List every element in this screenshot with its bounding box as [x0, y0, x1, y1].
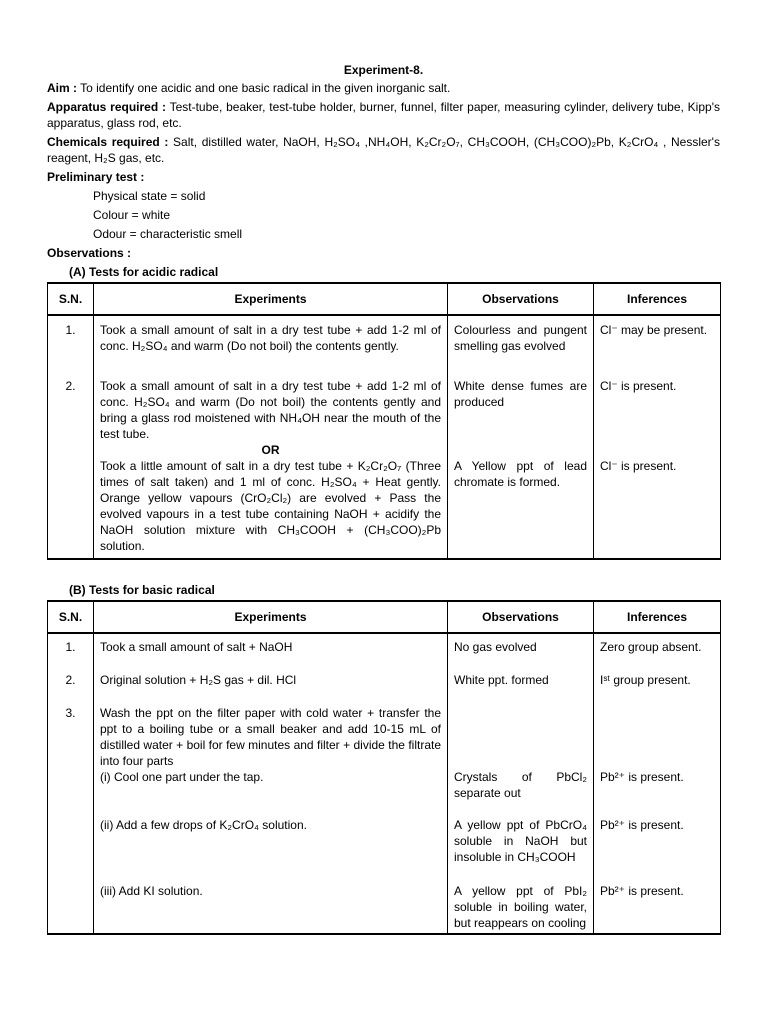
header-inferences: Inferences [594, 283, 721, 315]
row-observation: Colourless and pungent smelling gas evolved [448, 315, 594, 354]
header-sn: S.N. [48, 601, 94, 633]
row-observation: A yellow ppt of PbCrO₄ soluble in NaOH but insoluble in CH₃COOH [448, 801, 594, 865]
row-inference: Iˢᵗ group present. [594, 655, 721, 688]
chemicals-line [47, 134, 720, 166]
aim-label: Aim : [47, 81, 77, 95]
row-experiment: Took a small amount of salt + NaOH [94, 633, 448, 655]
apparatus-label: Apparatus required : [47, 100, 166, 114]
row-observation: No gas evolved [448, 633, 594, 655]
row-inference: Pb²⁺ is present. [594, 801, 721, 865]
row-inference: Cl⁻ is present. [594, 354, 721, 442]
aim-text: To identify one acidic and one basic radical in the given inorganic salt. [80, 81, 451, 95]
preliminary-item: Physical state = solid [93, 189, 206, 203]
row-inference: Pb²⁺ is present. [594, 865, 721, 934]
row-inference: Cl⁻ is present. [594, 458, 721, 559]
header-inferences: Inferences [594, 601, 721, 633]
table-row [48, 769, 721, 801]
row-observation: A yellow ppt of PbI₂ soluble in boiling water, but reappears on cooling [448, 865, 594, 934]
document-page [47, 62, 720, 935]
row-sn: 1. [48, 315, 94, 354]
row-experiment: Original solution + H₂S gas + dil. HCl [94, 655, 448, 688]
table-row [48, 688, 721, 769]
row-experiment: Wash the ppt on the filter paper with cold water + transfer the ppt to a boiling tube or a small beaker and add 10-15 mL of distilled water + boil for few minutes and filter + divide the filtrate into four parts [94, 688, 448, 769]
row-sn: 2. [48, 354, 94, 442]
header-experiments: Experiments [94, 601, 448, 633]
aim-line [47, 80, 720, 96]
header-observations: Observations [448, 283, 594, 315]
preliminary-label: Preliminary test : [47, 170, 145, 184]
row-experiment: Took a small amount of salt in a dry test tube + add 1-2 ml of conc. H₂SO₄ and warm (Do not boil) the contents gently. [94, 315, 448, 354]
row-experiment: (iii) Add KI solution. [94, 865, 448, 934]
observations-label: Observations : [47, 246, 132, 260]
table-row [48, 458, 721, 559]
row-sn: 2. [48, 655, 94, 688]
apparatus-text: Test-tube, beaker, test-tube holder, burner, funnel, filter paper, measuring cylinder, delivery tube, Kipp's apparatus, glass rod, etc. [47, 100, 720, 130]
acidic-radical-table [47, 282, 721, 560]
table-header-row [48, 601, 721, 633]
row-experiment: Took a small amount of salt in a dry test tube + add 1-2 ml of conc. H₂SO₄ and warm (Do not boil) the contents gently and bring a glass rod moistened with NH₄OH near the mouth of the test tube. [94, 354, 448, 442]
chemicals-text: Salt, distilled water, NaOH, H₂SO₄ ,NH₄OH, K₂Cr₂O₇, CH₃COOH, (CH₃COO)₂Pb, K₂CrO₄ , Nessler's reagent, H₂S gas, etc. [47, 135, 720, 165]
table-row [48, 442, 721, 458]
apparatus-line [47, 99, 720, 131]
basic-section-title: (B) Tests for basic radical [69, 583, 215, 597]
row-observation: White dense fumes are produced [448, 354, 594, 442]
table-header-row [48, 283, 721, 315]
row-experiment: (ii) Add a few drops of K₂CrO₄ solution. [94, 801, 448, 865]
table-row [48, 633, 721, 655]
row-inference: Zero group absent. [594, 633, 721, 655]
row-sn: 1. [48, 633, 94, 655]
header-experiments: Experiments [94, 283, 448, 315]
acidic-section-title: (A) Tests for acidic radical [69, 265, 219, 279]
row-observation: Crystals of PbCl₂ separate out [448, 769, 594, 801]
table-row [48, 801, 721, 865]
row-observation: A Yellow ppt of lead chromate is formed. [448, 458, 594, 559]
table-row [48, 354, 721, 442]
preliminary-item: Colour = white [93, 208, 171, 222]
table-row [48, 865, 721, 934]
row-inference: Cl⁻ may be present. [594, 315, 721, 354]
or-separator: OR [94, 442, 448, 458]
table-row [48, 655, 721, 688]
basic-radical-table [47, 600, 721, 935]
row-inference: Pb²⁺ is present. [594, 769, 721, 801]
row-experiment: Took a little amount of salt in a dry test tube + K₂Cr₂O₇ (Three times of salt taken) and 1 ml of conc. H₂SO₄ + Heat gently. Orange yellow vapours (CrO₂Cl₂) are evolved + Pass the evolved vapours in a test tube containing NaOH + acidify the NaOH solution mixture with CH₃COOH + (CH₃COO)₂Pb solution. [94, 458, 448, 559]
header-sn: S.N. [48, 283, 94, 315]
table-row [48, 315, 721, 354]
row-sn: 3. [48, 688, 94, 769]
row-observation: White ppt. formed [448, 655, 594, 688]
header-observations: Observations [448, 601, 594, 633]
page-title: Experiment-8. [343, 63, 424, 77]
chemicals-label: Chemicals required : [47, 135, 169, 149]
row-experiment: (i) Cool one part under the tap. [94, 769, 448, 801]
preliminary-item: Odour = characteristic smell [93, 227, 243, 241]
